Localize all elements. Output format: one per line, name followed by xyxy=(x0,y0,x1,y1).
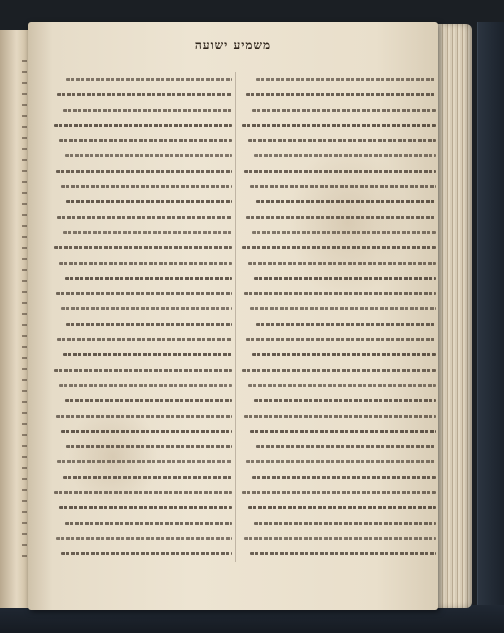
text-line xyxy=(240,170,436,181)
text-line xyxy=(52,246,232,257)
text-line xyxy=(240,522,436,533)
text-line xyxy=(22,500,27,502)
text-line xyxy=(240,200,436,211)
text-line xyxy=(52,78,232,89)
text-line xyxy=(52,93,232,104)
text-line xyxy=(240,552,436,563)
text-line xyxy=(52,109,232,120)
text-line xyxy=(52,430,232,441)
text-line xyxy=(22,302,27,304)
text-line xyxy=(240,338,436,349)
text-line xyxy=(22,544,27,546)
text-line xyxy=(52,262,232,273)
text-line xyxy=(52,170,232,181)
text-line xyxy=(240,307,436,318)
text-line xyxy=(22,280,27,282)
column-divider xyxy=(235,72,236,562)
text-line xyxy=(22,478,27,480)
text-line xyxy=(22,445,27,447)
text-line xyxy=(22,236,27,238)
text-line xyxy=(22,357,27,359)
text-line xyxy=(52,277,232,288)
text-line xyxy=(52,384,232,395)
text-line xyxy=(22,93,27,95)
text-line xyxy=(22,335,27,337)
text-line xyxy=(240,506,436,517)
text-line xyxy=(52,124,232,135)
text-line xyxy=(22,313,27,315)
text-line xyxy=(240,415,436,426)
text-line xyxy=(52,506,232,517)
text-line xyxy=(22,456,27,458)
text-line xyxy=(52,537,232,548)
text-line xyxy=(240,369,436,380)
text-line xyxy=(22,104,27,106)
text-line xyxy=(22,434,27,436)
text-line xyxy=(22,126,27,128)
text-line xyxy=(22,379,27,381)
text-line xyxy=(240,399,436,410)
text-line xyxy=(22,159,27,161)
text-line xyxy=(22,203,27,205)
text-line xyxy=(52,307,232,318)
text-line xyxy=(22,390,27,392)
book-cover xyxy=(477,22,504,612)
text-line xyxy=(22,71,27,73)
text-line xyxy=(22,467,27,469)
text-line xyxy=(52,369,232,380)
text-line xyxy=(22,225,27,227)
text-line xyxy=(22,368,27,370)
text-line xyxy=(240,491,436,502)
text-line xyxy=(52,154,232,165)
text-line xyxy=(52,353,232,364)
text-line xyxy=(22,181,27,183)
text-line xyxy=(240,139,436,150)
text-line xyxy=(52,139,232,150)
text-line xyxy=(240,109,436,120)
text-line xyxy=(240,460,436,471)
text-line xyxy=(22,115,27,117)
text-line xyxy=(22,324,27,326)
text-line xyxy=(22,533,27,535)
text-line xyxy=(240,262,436,273)
text-line xyxy=(22,555,27,557)
text-line xyxy=(52,185,232,196)
text-line xyxy=(52,445,232,456)
text-line xyxy=(22,401,27,403)
text-line xyxy=(240,231,436,242)
text-line xyxy=(240,78,436,89)
text-line xyxy=(22,258,27,260)
text-line xyxy=(52,216,232,227)
text-line xyxy=(22,214,27,216)
text-line xyxy=(240,216,436,227)
text-line xyxy=(240,353,436,364)
text-line xyxy=(52,323,232,334)
text-line xyxy=(52,338,232,349)
left-page-edge xyxy=(0,30,31,608)
text-line xyxy=(22,346,27,348)
text-line xyxy=(22,412,27,414)
text-line xyxy=(240,476,436,487)
text-line xyxy=(22,522,27,524)
text-line xyxy=(52,399,232,410)
text-line xyxy=(240,277,436,288)
text-line xyxy=(240,445,436,456)
text-line xyxy=(22,489,27,491)
text-line xyxy=(52,415,232,426)
text-line xyxy=(240,154,436,165)
text-line xyxy=(240,246,436,257)
text-line xyxy=(22,170,27,172)
text-line xyxy=(52,552,232,560)
text-line xyxy=(52,476,232,487)
text-line xyxy=(52,231,232,242)
text-line xyxy=(52,460,232,471)
running-head: משמיע ישועה xyxy=(194,38,272,52)
text-line xyxy=(240,537,436,548)
text-column-left xyxy=(52,74,232,560)
text-line xyxy=(22,269,27,271)
text-line xyxy=(22,291,27,293)
text-line xyxy=(22,60,27,62)
text-line xyxy=(52,491,232,502)
text-column-right xyxy=(240,74,436,564)
text-line xyxy=(52,200,232,211)
text-line xyxy=(240,384,436,395)
text-line xyxy=(22,192,27,194)
text-line xyxy=(240,292,436,303)
text-line xyxy=(22,423,27,425)
text-line xyxy=(240,185,436,196)
book-page xyxy=(28,22,438,610)
text-line xyxy=(240,93,436,104)
text-line xyxy=(52,292,232,303)
text-line xyxy=(52,522,232,533)
text-line xyxy=(240,124,436,135)
text-line xyxy=(240,430,436,441)
text-line xyxy=(22,82,27,84)
text-line xyxy=(22,148,27,150)
text-line xyxy=(240,323,436,334)
text-line xyxy=(22,247,27,249)
text-line xyxy=(22,511,27,513)
text-line xyxy=(22,137,27,139)
